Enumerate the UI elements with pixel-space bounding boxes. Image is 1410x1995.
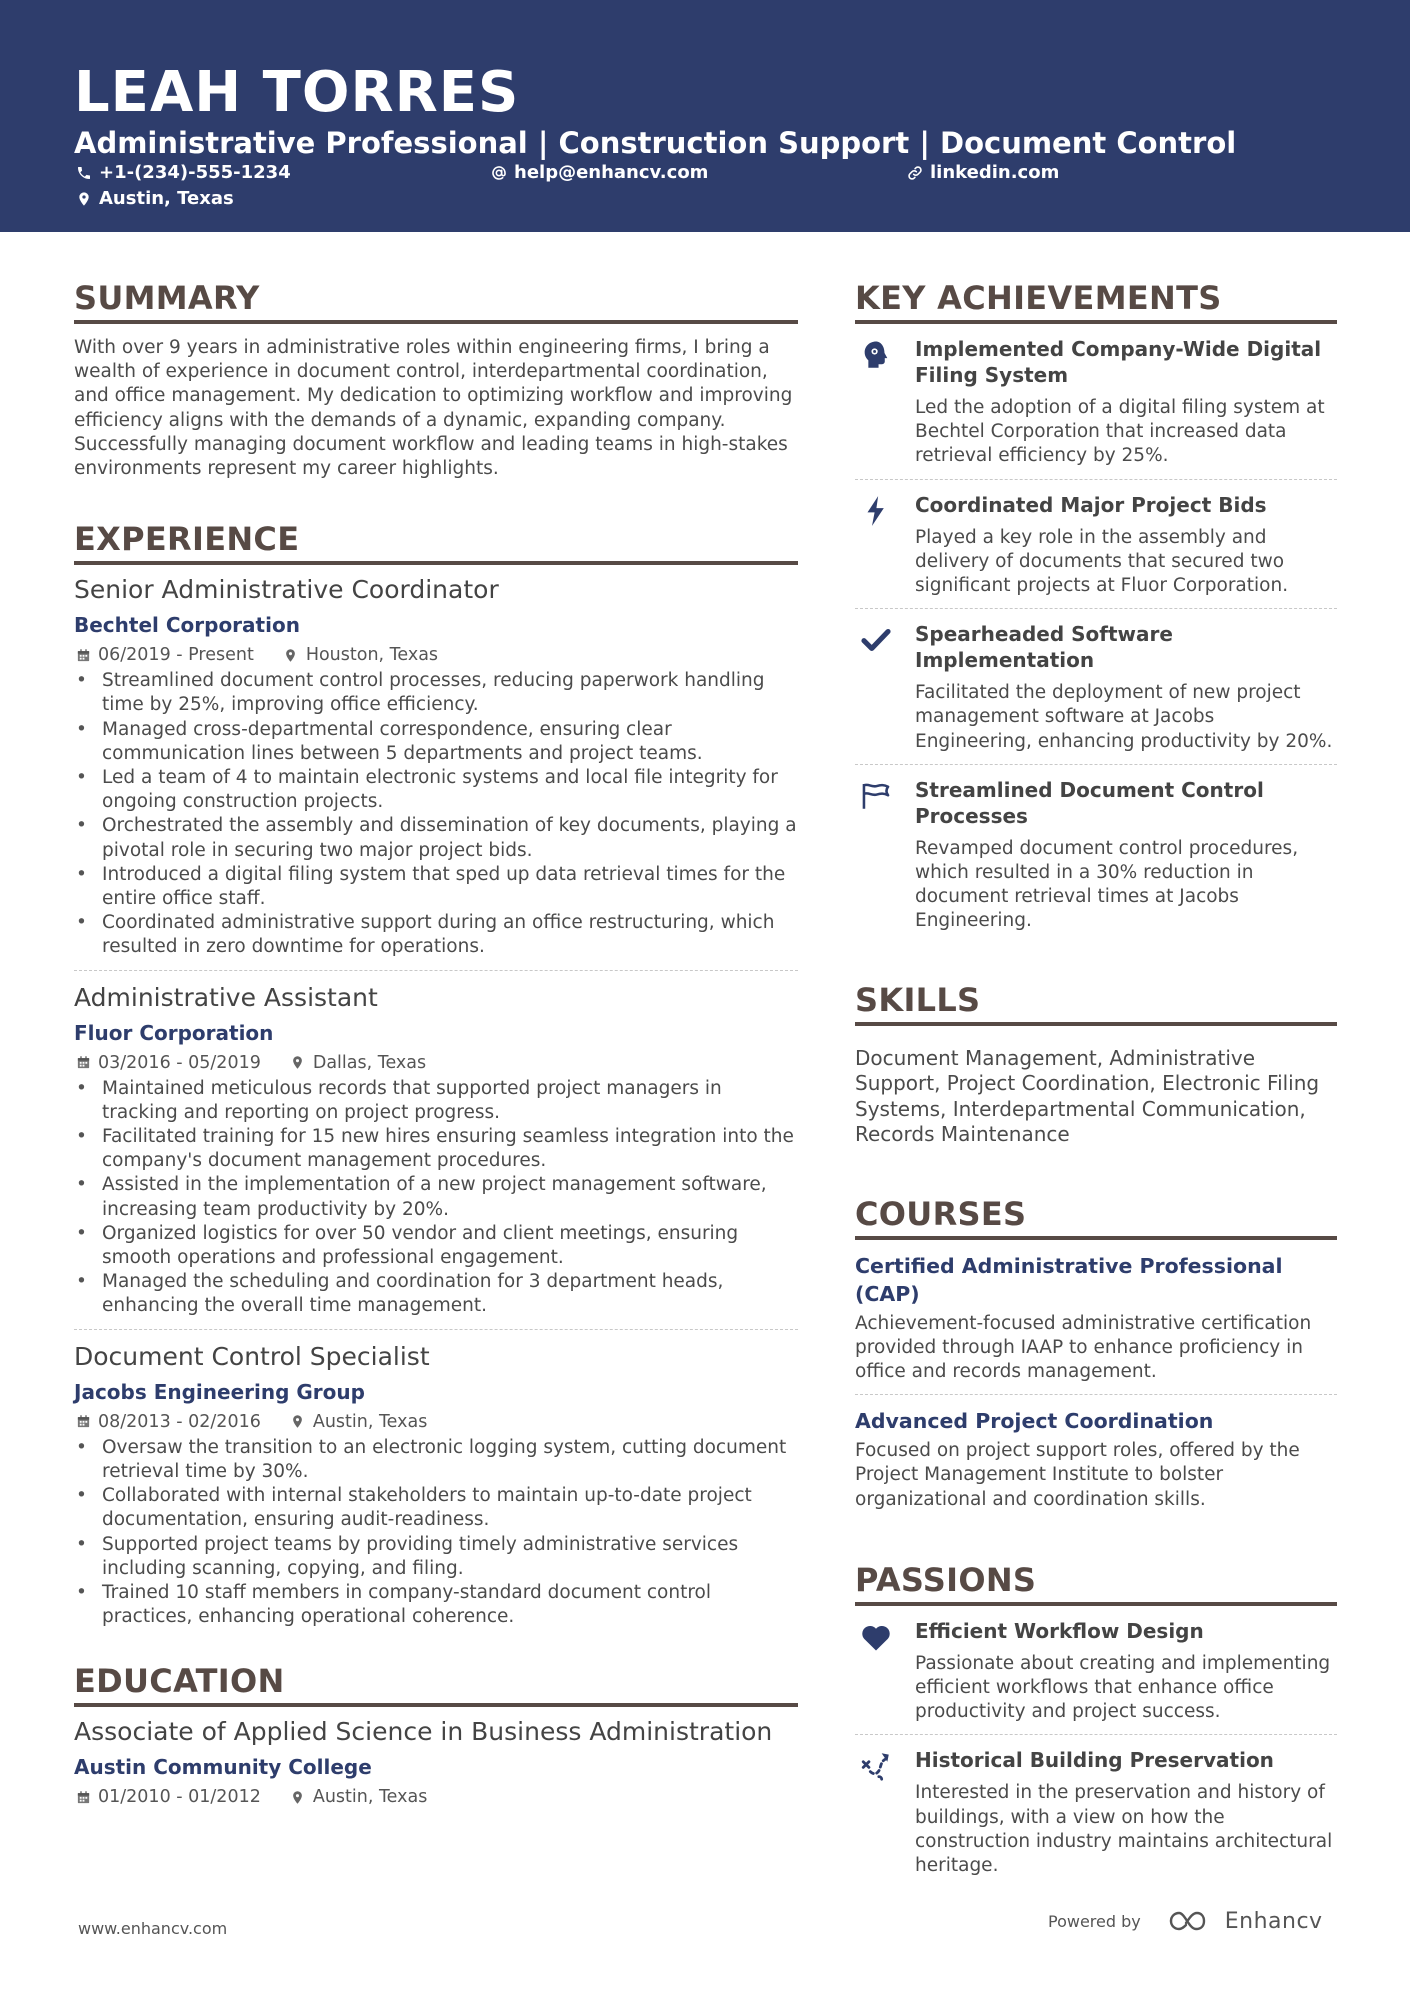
- achievement-title: Streamlined Document Control Processes: [915, 777, 1264, 828]
- job-bullet: • Trained 10 staff members in company-standard document control practices, enhancing operational coherence.: [74, 1581, 798, 1629]
- education-meta: [74, 1785, 798, 1809]
- contact-location-text: Austin, Texas: [99, 188, 234, 209]
- achievement-item: [855, 480, 1337, 610]
- education-school: Austin Community College: [74, 1755, 372, 1780]
- phone-icon: [74, 163, 94, 183]
- job-location: Austin, Texas: [312, 1411, 428, 1432]
- experience-section: [74, 519, 798, 1639]
- skills-text: Document Management, Administrative Support, Project Coordination, Electronic Filing Systems, Interdepartmental Communication, Records Maintenance: [855, 1045, 1320, 1147]
- job-bullets: [74, 669, 798, 959]
- experience-title: EXPERIENCE: [74, 519, 798, 565]
- calendar-icon: [74, 1413, 92, 1431]
- contact-email[interactable]: [489, 161, 708, 185]
- powered-by-text: Powered by: [1048, 1911, 1141, 1931]
- skills-section: [855, 980, 1337, 1148]
- course-item: [855, 1240, 1337, 1396]
- job-company: Jacobs Engineering Group: [74, 1379, 365, 1404]
- achievement-desc: Revamped document control procedures, which resulted in a 30% reduction in document retrieval times at Jacobs Engineering.: [915, 837, 1299, 932]
- summary-section: [74, 278, 798, 481]
- calendar-icon: [74, 1788, 92, 1806]
- education-title: EDUCATION: [74, 1661, 798, 1707]
- job-dates: 06/2019 - Present: [98, 645, 254, 666]
- contact-linkedin-text: linkedin.com: [930, 162, 1060, 183]
- route-icon: [855, 1747, 897, 1878]
- job-bullet: • Maintained meticulous records that supported project managers in tracking and reporting on project progress.: [74, 1077, 798, 1125]
- left-column: [74, 278, 798, 1809]
- job-bullet: • Facilitated training for 15 new hires ensuring seamless integration into the company's document management procedures.: [74, 1125, 798, 1173]
- job-meta: [74, 1410, 798, 1434]
- job-meta: [74, 643, 798, 667]
- footer-branding: [1048, 1908, 1323, 1934]
- job-meta: [74, 1051, 798, 1075]
- achievement-desc: Led the adoption of a digital filing system at Bechtel Corporation that increased data retrieval efficiency by 25%.: [915, 397, 1325, 467]
- job-dates: 08/2013 - 02/2016: [98, 1411, 261, 1432]
- job-bullet: • Organized logistics for over 50 vendor and client meetings, ensuring smooth operations and professional engagement.: [74, 1222, 798, 1270]
- course-title: Advanced Project Coordination: [855, 1409, 1214, 1434]
- job-dates: 03/2016 - 05/2019: [98, 1052, 261, 1073]
- passion-item: [855, 1735, 1337, 1888]
- location-pin-icon: [289, 1788, 307, 1806]
- candidate-headline: Administrative Professional | Construction Support | Document Control: [74, 126, 1237, 160]
- job-bullet: • Supported project teams by providing timely administrative services including scanning, copying, and filing.: [74, 1533, 798, 1581]
- job-bullet: • Led a team of 4 to maintain electronic systems and local file integrity for ongoing construction projects.: [74, 766, 798, 814]
- education-dates: 01/2010 - 01/2012: [98, 1787, 261, 1808]
- at-sign-icon: [489, 163, 509, 183]
- job-bullets: [74, 1436, 798, 1630]
- job-bullet: • Coordinated administrative support during an office restructuring, which resulted in zero downtime for operations.: [74, 911, 798, 959]
- education-section: [74, 1661, 798, 1809]
- summary-title: SUMMARY: [74, 278, 798, 324]
- education-degree: Associate of Applied Science in Business Administration: [74, 1717, 773, 1747]
- job-bullet: • Managed cross-departmental correspondence, ensuring clear communication lines between 5 departments and project teams.: [74, 718, 798, 766]
- location-pin-icon: [282, 646, 300, 664]
- passions-title: PASSIONS: [855, 1560, 1337, 1606]
- course-item: [855, 1395, 1337, 1522]
- head-gear-icon: [855, 336, 897, 469]
- lightning-icon: [855, 492, 897, 599]
- job-role: Administrative Assistant: [74, 982, 378, 1012]
- contact-phone[interactable]: [74, 161, 291, 185]
- flag-icon: [855, 777, 897, 934]
- job-bullet: • Assisted in the implementation of a new project management software, increasing team productivity by 20%.: [74, 1173, 798, 1221]
- course-desc: Achievement-focused administrative certification provided through IAAP to enhance proficiency in office and records management.: [855, 1312, 1312, 1383]
- contact-location: [74, 187, 234, 211]
- resume-header: [0, 0, 1410, 232]
- passion-title: Historical Building Preservation: [915, 1748, 1274, 1773]
- experience-item: [74, 573, 798, 970]
- job-bullet: • Introduced a digital filing system that sped up data retrieval times for the entire office staff.: [74, 863, 798, 911]
- job-bullet: • Managed the scheduling and coordination for 3 department heads, enhancing the overall time management.: [74, 1270, 798, 1318]
- calendar-icon: [74, 1054, 92, 1072]
- contact-linkedin[interactable]: [905, 161, 1059, 185]
- candidate-name: LEAH TORRES: [74, 60, 520, 125]
- contact-phone-text: +1-(234)-555-1234: [99, 162, 291, 183]
- passion-desc: Interested in the preservation and history of buildings, with a view on how the construction industry maintains architectural heritage.: [915, 1782, 1333, 1877]
- location-pin-icon: [289, 1413, 307, 1431]
- experience-item: [74, 981, 798, 1330]
- job-bullet: • Collaborated with internal stakeholders to maintain up-to-date project documentation, ensuring audit-readiness.: [74, 1484, 798, 1532]
- job-role: Senior Administrative Coordinator: [74, 575, 499, 605]
- course-title: Certified Administrative Professional (CAP): [855, 1253, 1283, 1306]
- passion-title: Efficient Workflow Design: [915, 1618, 1204, 1643]
- job-role: Document Control Specialist: [74, 1341, 430, 1371]
- achievement-title: Implemented Company-Wide Digital Filing System: [915, 337, 1322, 387]
- right-column: [855, 278, 1337, 1888]
- job-bullets: [74, 1077, 798, 1319]
- achievement-title: Spearheaded Software Implementation: [915, 622, 1173, 673]
- location-pin-icon: [74, 189, 94, 209]
- passions-section: [855, 1560, 1337, 1888]
- courses-title: COURSES: [855, 1194, 1337, 1240]
- courses-section: [855, 1194, 1337, 1522]
- achievement-item: [855, 324, 1337, 480]
- contact-email-text: help@enhancv.com: [514, 162, 709, 183]
- location-pin-icon: [289, 1054, 307, 1072]
- job-company: Fluor Corporation: [74, 1020, 274, 1045]
- heart-icon: [855, 1618, 897, 1725]
- job-location: Dallas, Texas: [312, 1052, 427, 1073]
- achievement-desc: Facilitated the deployment of new project management software at Jacobs Engineering, enhancing productivity by 20%.: [915, 682, 1333, 752]
- link-icon: [905, 163, 925, 183]
- achievement-title: Coordinated Major Project Bids: [915, 492, 1267, 517]
- experience-item: [74, 1340, 798, 1640]
- job-company: Bechtel Corporation: [74, 613, 300, 638]
- passion-desc: Passionate about creating and implementing efficient workflows that enhance office productivity and project success.: [915, 1652, 1331, 1723]
- job-location: Houston, Texas: [305, 645, 439, 666]
- calendar-icon: [74, 646, 92, 664]
- education-item: [74, 1715, 798, 1809]
- achievements-section: [855, 278, 1337, 944]
- skills-title: SKILLS: [855, 980, 1337, 1026]
- education-location: Austin, Texas: [312, 1787, 428, 1808]
- summary-text: With over 9 years in administrative roles within engineering firms, I bring a wealth of experience in document control, interdepartmental coordination, and office management. My dedication to optimizing workflow and improving efficiency aligns with the demands of a dynamic, expanding company. Successfully managing document workflow and leading teams in high-stakes environments represent my career highlights.: [74, 337, 793, 480]
- achievement-desc: Played a key role in the assembly and delivery of documents that secured two significant projects at Fluor Corporation.: [915, 526, 1289, 597]
- job-bullet: • Streamlined document control processes, reducing paperwork handling time by 25%, improving office efficiency.: [74, 669, 798, 717]
- checkmark-icon: [855, 621, 897, 754]
- achievement-item: [855, 609, 1337, 765]
- brand-name: Enhancv: [1224, 1908, 1323, 1934]
- passion-item: [855, 1606, 1337, 1736]
- achievement-item: [855, 765, 1337, 944]
- enhancv-logo-icon: [1167, 1908, 1215, 1934]
- course-desc: Focused on project support roles, offered by the Project Management Institute to bolster organizational and coordination skills.: [855, 1440, 1300, 1510]
- achievements-title: KEY ACHIEVEMENTS: [855, 278, 1337, 324]
- job-bullet: • Oversaw the transition to an electronic logging system, cutting document retrieval time by 30%.: [74, 1436, 798, 1484]
- job-bullet: • Orchestrated the assembly and dissemination of key documents, playing a pivotal role in securing two major project bids.: [74, 814, 798, 862]
- footer-website[interactable]: www.enhancv.com: [78, 1919, 228, 1938]
